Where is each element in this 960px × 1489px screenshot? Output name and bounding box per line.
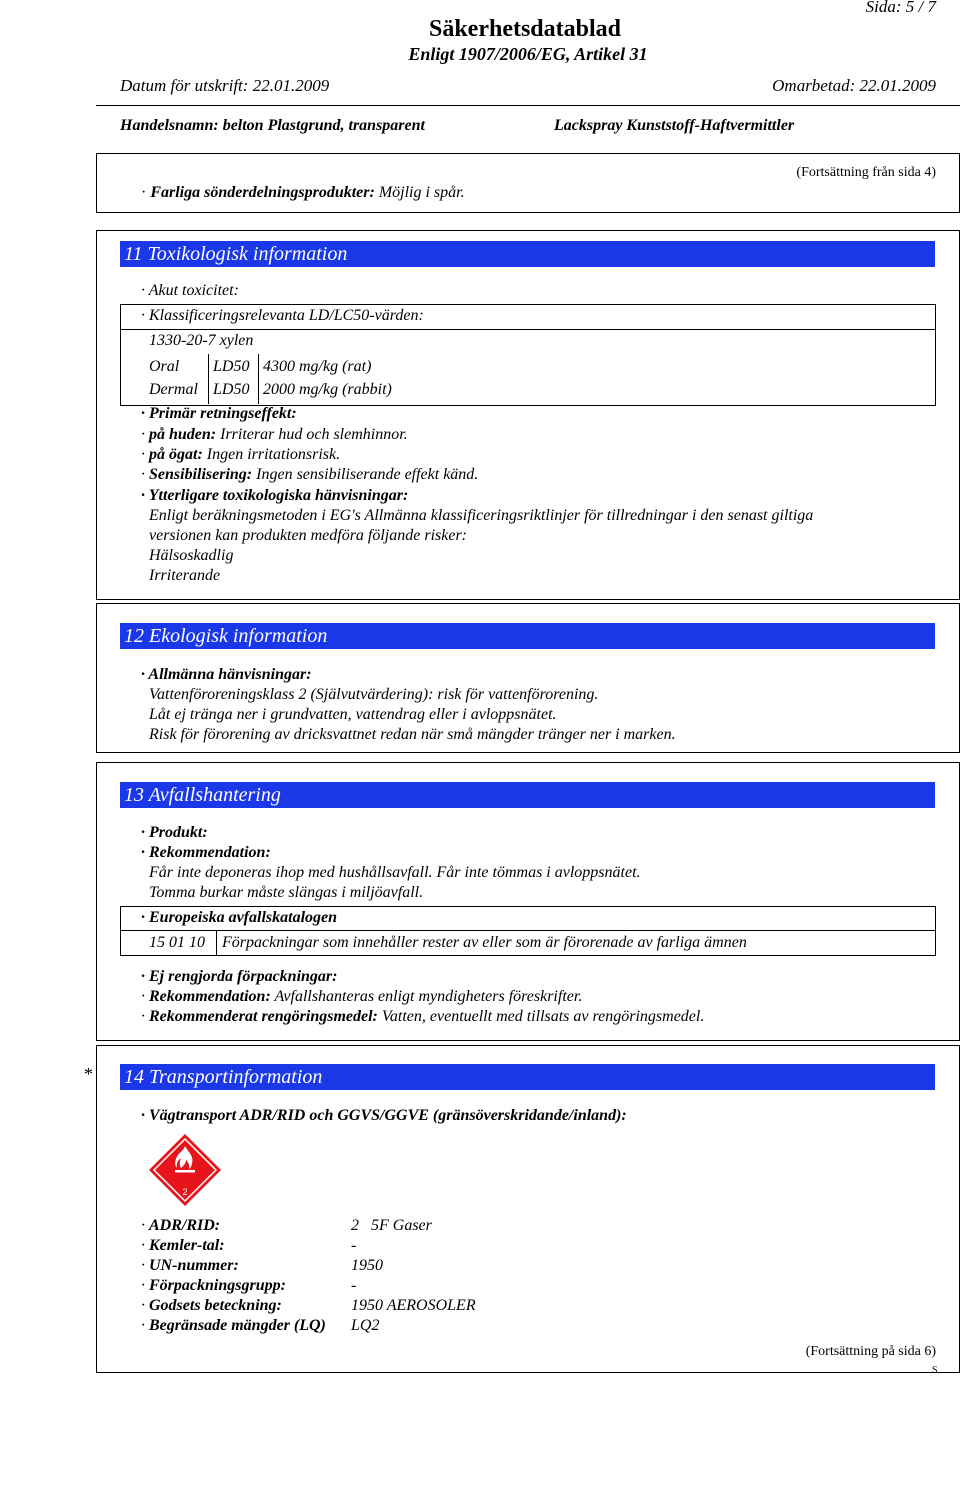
waste-code-col [216, 930, 217, 955]
recommendation-line-1: Får inte deponeras ihop med hushållsavfall. Får inte tömmas i avloppsnätet. [149, 864, 641, 881]
primary-effect-label: · Primär retningseffekt: [141, 404, 297, 424]
transport-row-packing-group [141, 1276, 286, 1296]
eye-label: på ögat: [149, 446, 203, 463]
sensitisation-value: Ingen sensibiliserande effekt känd. [256, 466, 479, 483]
transport-row-limited-quantity [141, 1316, 326, 1336]
packaging-recommendation-value: Avfallshanteras enligt myndigheters föreskrifter. [274, 988, 583, 1005]
ld50-row-oral-route: Oral [149, 358, 180, 375]
sensitisation [141, 465, 478, 485]
transport-row-un [141, 1256, 239, 1276]
header-rule [96, 105, 960, 106]
waste-code-description: Förpackningar som innehåller rester av eller som är förorenade av farliga ämnen [222, 934, 747, 951]
transport-row-kemler [141, 1236, 225, 1256]
continued-from-note: (Fortsättning från sida 4) [796, 165, 936, 180]
cleaning-agent-value: Vatten, eventuellt med tillsats av rengöringsmedel. [381, 1008, 705, 1025]
further-toxicology-text-2: versionen kan produkten medföra följande risker: [149, 527, 468, 544]
s-mark: S [932, 1365, 938, 1376]
hazard-class-number: 2 [182, 1187, 188, 1197]
skin-value: Irriterar hud och slemhinnor. [220, 426, 408, 443]
page-number: Sida: 5 / 7 [865, 0, 936, 16]
product-label: · Produkt: [141, 823, 208, 843]
risk-irritant: Irriterande [149, 567, 221, 584]
section-14-title: 14 Transportinformation [120, 1064, 935, 1090]
ld50-divider [120, 329, 936, 330]
ld50-col2 [258, 354, 259, 404]
ld50-row-dermal-route: Dermal [149, 381, 198, 398]
kemler-value: - [351, 1237, 357, 1254]
ld50-row-oral-value: 4300 mg/kg (rat) [263, 358, 372, 375]
uncleaned-packaging-label: · Ej rengjorda förpackningar: [141, 967, 337, 987]
trade-name-line [120, 117, 425, 135]
further-toxicology-label: · Ytterligare toxikologiska hänvisningar: [141, 486, 408, 506]
eco-line-1: Vattenföroreningsklass 2 (Självutvärdering): risk för vattenförorening. [149, 686, 599, 703]
waste-code: 15 01 10 [149, 934, 205, 951]
packing-group-value: - [351, 1277, 357, 1294]
road-transport-label: · Vägtransport ADR/RID och GGVS/GGVE (gränsöverskridande/inland): [141, 1106, 627, 1126]
substance-name: 1330-20-7 xylen [149, 332, 254, 349]
cleaning-agent [141, 1007, 704, 1027]
flammable-gas-hazard-icon [148, 1133, 222, 1207]
document-title: Säkerhetsdatablad [428, 16, 622, 42]
continued-on-note: (Fortsättning på sida 6) [805, 1344, 936, 1359]
packaging-recommendation-label: Rekommendation: [149, 988, 271, 1005]
general-notes-label: · Allmänna hänvisningar: [141, 665, 312, 685]
goods-name-label: Godsets beteckning: [149, 1297, 282, 1314]
limited-quantity-value: LQ2 [351, 1317, 380, 1334]
goods-name-value: 1950 AEROSOLER [351, 1297, 476, 1314]
trade-name: belton Plastgrund, transparent [222, 117, 425, 134]
sensitisation-label: Sensibilisering: [149, 466, 253, 483]
ld50-row-dermal-value: 2000 mg/kg (rabbit) [263, 381, 392, 398]
limited-quantity-label: Begränsade mängder (LQ) [149, 1317, 326, 1334]
further-toxicology-text-1: Enligt beräkningsmetoden i EG's Allmänna klassificeringsriktlinjer för tillredningar i den senast giltiga [149, 507, 814, 524]
ld50-row-dermal-type: LD50 [213, 381, 250, 398]
skin-label: på huden: [149, 426, 217, 443]
decomposition-label: Farliga sönderdelningsprodukter: [150, 184, 375, 201]
change-marker: * [84, 1064, 93, 1084]
adr-label: ADR/RID: [149, 1217, 221, 1234]
document-subtitle: Enligt 1907/2006/EG, Artikel 31 [408, 44, 648, 64]
transport-row-goods-name [141, 1296, 282, 1316]
ld50-row-oral-type: LD50 [213, 358, 250, 375]
waste-catalog-label: · Europeiska avfallskatalogen [141, 908, 337, 928]
eye-effect [141, 445, 340, 465]
un-number-value: 1950 [351, 1257, 383, 1274]
section-12-title: 12 Ekologisk information [120, 623, 935, 649]
manufacturer: Lackspray Kunststoff-Haftvermittler [554, 117, 795, 134]
cleaning-agent-label: Rekommenderat rengöringsmedel: [149, 1008, 378, 1025]
packing-group-label: Förpackningsgrupp: [149, 1277, 286, 1294]
skin-effect [141, 425, 408, 445]
section-13-title: 13 Avfallshantering [120, 782, 935, 808]
packaging-recommendation [141, 987, 582, 1007]
trade-name-label: Handelsnamn: [120, 117, 219, 134]
ld50-label: · Klassificeringsrelevanta LD/LC50-värden: [141, 306, 424, 326]
eco-line-3: Risk för förorening av dricksvattnet redan när små mängder tränger ner i marken. [149, 726, 676, 743]
recommendation-label: · Rekommendation: [141, 843, 271, 863]
transport-row-adr [141, 1216, 220, 1236]
recommendation-line-2: Tomma burkar måste slängas i miljöavfall. [149, 884, 424, 901]
decomposition-products [141, 183, 465, 203]
waste-catalog-divider [120, 930, 936, 931]
adr-value: 2 5F Gaser [351, 1217, 432, 1234]
ld50-col1 [208, 354, 209, 404]
eco-line-2: Låt ej tränga ner i grundvatten, vattendrag eller i avloppsnätet. [149, 706, 557, 723]
eye-value: Ingen irritationsrisk. [206, 446, 341, 463]
print-date: Datum för utskrift: 22.01.2009 [120, 76, 330, 95]
decomposition-value: Möjlig i spår. [378, 184, 465, 201]
un-number-label: UN-nummer: [149, 1257, 239, 1274]
acute-toxicity-label: · Akut toxicitet: [141, 281, 239, 301]
kemler-label: Kemler-tal: [149, 1237, 225, 1254]
revised-date: Omarbetad: 22.01.2009 [772, 76, 936, 95]
risk-harmful: Hälsoskadlig [149, 547, 234, 564]
section-11-title: 11 Toxikologisk information [120, 241, 935, 267]
